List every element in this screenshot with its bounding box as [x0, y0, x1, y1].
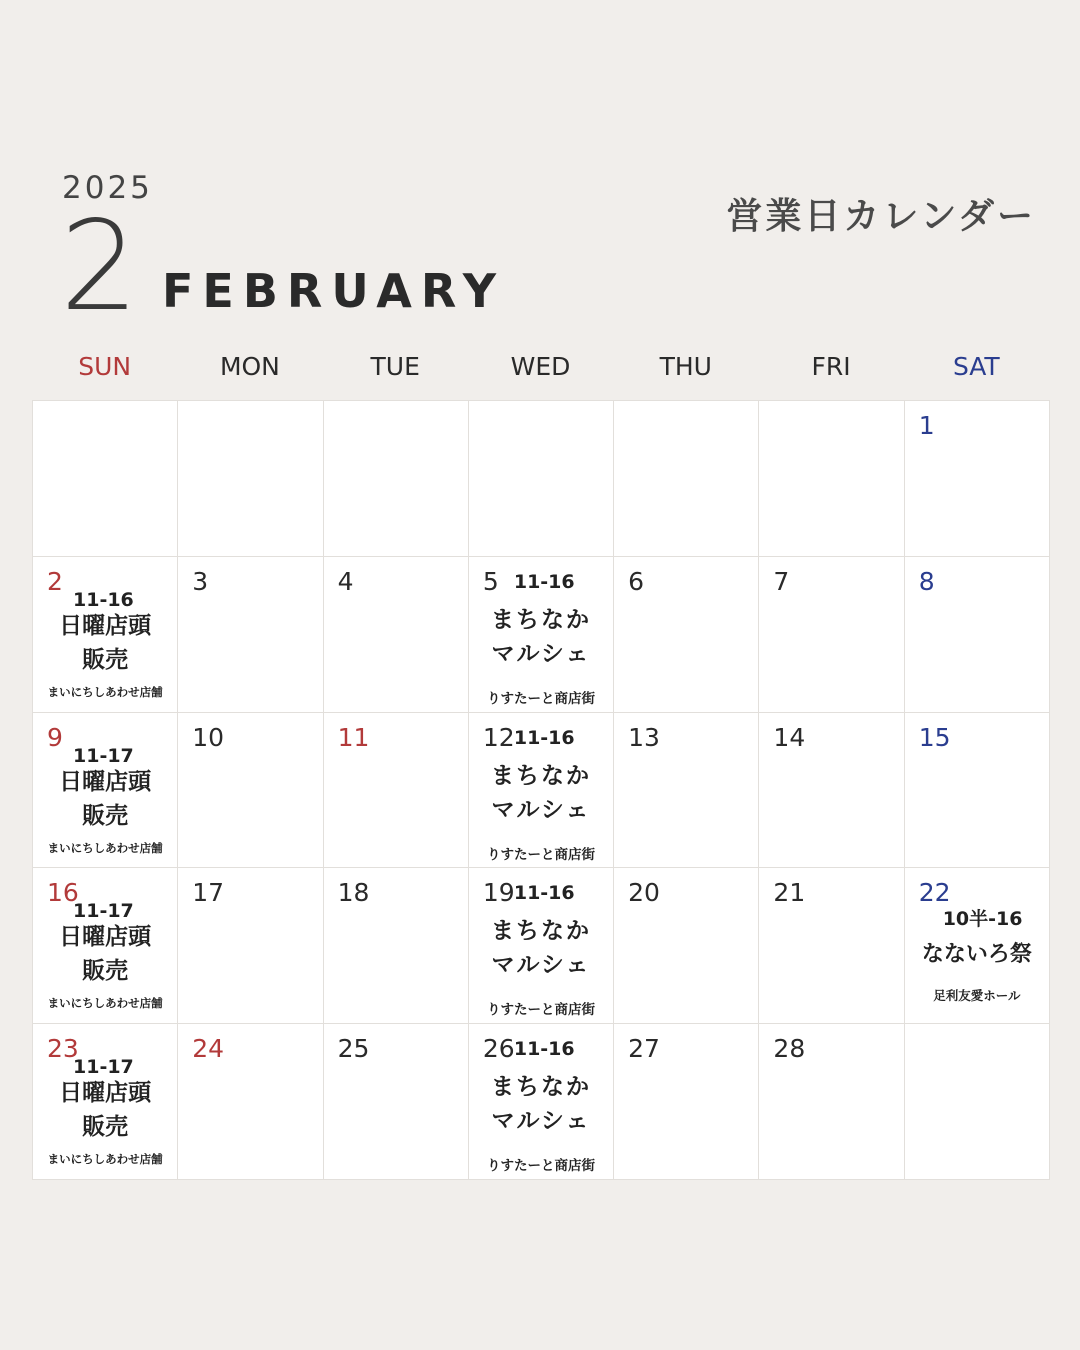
day-cell-7: [759, 557, 903, 712]
day-cell-5: [469, 557, 613, 712]
event-title: まちなか マルシェ: [490, 1074, 591, 1135]
day-number: 21: [773, 878, 806, 908]
weekday-wed: WED: [510, 352, 571, 381]
day-cell-26: [469, 1024, 613, 1179]
event-place: 足利友愛ホール: [933, 988, 1021, 1004]
day-cell-17: [178, 868, 322, 1023]
event-time: 11-17: [73, 744, 134, 767]
day-cell-14: [759, 713, 903, 868]
event-place: りすたーと商店街: [486, 1002, 595, 1019]
event-time: 11-17: [73, 900, 134, 923]
day-number: 12: [482, 722, 515, 752]
day-cell-16: [33, 868, 177, 1023]
day-cell-20: [614, 868, 758, 1023]
event-place: りすたーと商店街: [486, 846, 595, 863]
day-cell-empty: [614, 401, 758, 556]
event-title: 日曜店頭 販売: [59, 924, 152, 985]
day-cell-empty: [469, 401, 613, 556]
calendar-grid: [32, 400, 1050, 1180]
day-number: 22: [918, 878, 951, 908]
day-number: 9: [47, 722, 63, 752]
event-title: 日曜店頭 販売: [59, 768, 152, 829]
day-cell-3: [178, 557, 322, 712]
day-number: 7: [773, 566, 790, 596]
weekday-tue: TUE: [370, 352, 420, 381]
event-time: 10半-16: [942, 908, 1023, 931]
day-number: 13: [628, 722, 660, 752]
weekday-mon: MON: [219, 352, 280, 381]
day-cell-27: [614, 1024, 758, 1179]
day-number: 27: [628, 1034, 660, 1064]
day-cell-4: [324, 557, 468, 712]
event-title: まちなか マルシェ: [490, 606, 591, 667]
day-number: 3: [192, 566, 209, 596]
day-number: 16: [47, 878, 79, 908]
day-number: 14: [773, 722, 806, 752]
day-cell-1: [905, 401, 1049, 556]
day-cell-19: [469, 868, 613, 1023]
event-place: まいにちしあわせ店舗: [47, 684, 163, 699]
event-place: まいにちしあわせ店舗: [47, 1152, 163, 1167]
event-time: 11-16: [513, 726, 575, 749]
event-time: 11-16: [513, 1038, 575, 1061]
day-number: 23: [47, 1034, 79, 1064]
day-cell-15: [905, 713, 1049, 868]
day-number: 2: [47, 566, 63, 596]
day-number: 15: [918, 722, 951, 752]
day-cell-23: [33, 1024, 177, 1179]
weekday-header-row: [32, 352, 1049, 381]
month-number: 2: [60, 195, 139, 339]
event-title: まちなか マルシェ: [490, 918, 591, 979]
weekday-sat: SAT: [952, 352, 1000, 381]
event-time: 11-16: [73, 588, 134, 611]
day-cell-18: [324, 868, 468, 1023]
event-place: りすたーと商店街: [486, 1158, 595, 1175]
day-number: 1: [918, 411, 935, 440]
day-number: 17: [192, 878, 225, 908]
day-cell-28: [759, 1024, 903, 1179]
weekday-sun: SUN: [78, 352, 132, 381]
event-time: 11-16: [513, 570, 575, 593]
day-number: 4: [337, 566, 354, 596]
day-number: 19: [482, 878, 515, 908]
day-cell-21: [759, 868, 903, 1023]
day-cell-2: [33, 557, 177, 712]
day-cell-25: [324, 1024, 468, 1179]
day-number: 26: [482, 1034, 515, 1064]
weekday-fri: FRI: [811, 352, 851, 381]
day-cell-22: [905, 868, 1049, 1023]
day-cell-empty: [759, 401, 903, 556]
event-place: まいにちしあわせ店舗: [47, 840, 163, 855]
day-cell-8: [905, 557, 1049, 712]
day-number: 28: [773, 1034, 806, 1064]
day-number: 18: [337, 878, 370, 908]
event-title: まちなか マルシェ: [490, 762, 591, 823]
day-number: 5: [482, 566, 499, 596]
event-time: 11-16: [513, 882, 575, 905]
day-cell-13: [614, 713, 758, 868]
day-cell-11: [324, 713, 468, 868]
day-number: 11: [337, 722, 370, 752]
day-cell-24: [178, 1024, 322, 1179]
day-cell-10: [178, 713, 322, 868]
day-number: 8: [918, 566, 935, 596]
month-name: FEBRUARY: [162, 264, 506, 318]
day-number: 6: [628, 566, 645, 596]
year-label: 2025: [62, 170, 153, 206]
day-cell-9: [33, 713, 177, 868]
day-cell-empty: [178, 401, 322, 556]
day-number: 20: [628, 878, 660, 908]
event-title: 日曜店頭 販売: [59, 612, 152, 673]
day-number: 24: [192, 1034, 225, 1064]
day-number: 25: [337, 1034, 370, 1064]
day-cell-12: [469, 713, 613, 868]
event-place: りすたーと商店街: [486, 690, 595, 707]
day-cell-empty: [33, 401, 177, 556]
day-cell-empty: [324, 401, 468, 556]
event-place: まいにちしあわせ店舗: [47, 996, 163, 1011]
day-number: 10: [192, 722, 225, 752]
day-cell-6: [614, 557, 758, 712]
calendar-title: 営業日カレンダー: [726, 196, 1036, 237]
weekday-thu: THU: [659, 352, 712, 381]
day-cell-empty: [905, 1024, 1049, 1179]
event-title: なないろ祭: [921, 942, 1032, 968]
event-title: 日曜店頭 販売: [59, 1080, 152, 1141]
event-time: 11-17: [73, 1056, 134, 1079]
